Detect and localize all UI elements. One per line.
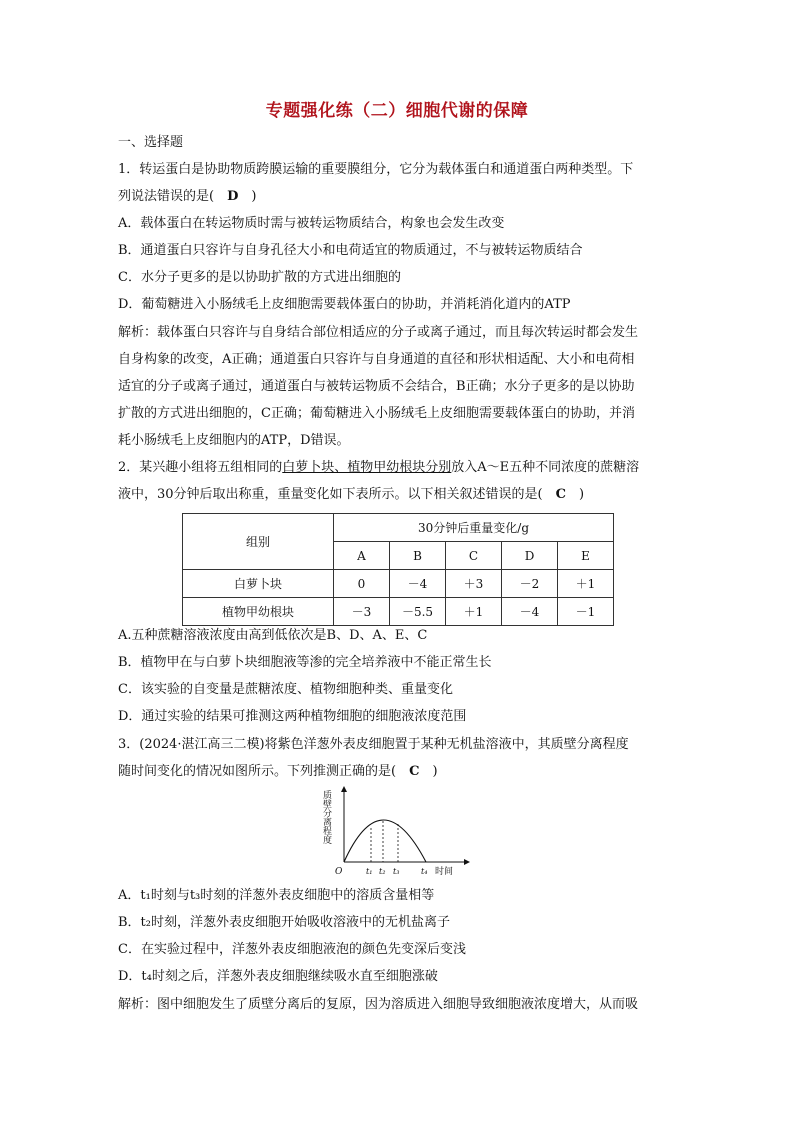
col-e: E (558, 542, 614, 570)
q1-stem-text: 列说法错误的是( (118, 189, 228, 204)
col-b: B (390, 542, 446, 570)
table-row (183, 598, 614, 626)
cell: －4 (390, 570, 446, 598)
q2-stem-line-2 (118, 486, 584, 504)
q3-option-c: C．在实验过程中，洋葱外表皮细胞液泡的颜色先变深后变浅 (118, 942, 466, 957)
table-header-row (183, 514, 614, 542)
q1-analysis-line-1: 解析：载体蛋白只容许与自身结合部位相适应的分子或离子通过，而且每次转运时都会发生 (118, 325, 639, 340)
q1-analysis-line-3: 适宜的分子或离子通过，通道蛋白与被转运物质不会结合，B正确；水分子更多的是以协助 (118, 379, 635, 394)
q2-stem-text-3: 液中，30分钟后取出称重，重量变化如下表所示。以下相关叙述错误的是( (118, 487, 556, 502)
row-name: 白萝卜块 (183, 570, 334, 598)
cell: －1 (558, 598, 614, 626)
graph-xlabel: 时间 (435, 867, 454, 876)
plasmolysis-graph (318, 786, 478, 876)
header-group: 组别 (183, 514, 334, 570)
q2-option-d: D．通过实验的结果可推测这两种植物细胞的细胞液浓度范围 (118, 709, 467, 724)
cell: ＋3 (446, 570, 502, 598)
cell: －4 (502, 598, 558, 626)
tick-t2: t₂ (379, 867, 386, 876)
q2-stem-text: 2．某兴趣小组将五组相同的 (118, 460, 283, 475)
q3-answer: C (409, 764, 420, 779)
q2-stem-text-2: 放入A～E五种不同浓度的蔗糖溶 (451, 460, 640, 475)
q3-stem-text: 随时间变化的情况如图所示。下列推测正确的是( (118, 764, 410, 779)
plasmolysis-curve (344, 820, 426, 862)
q3-option-b: B．t₂时刻，洋葱外表皮细胞开始吸收溶液中的无机盐离子 (118, 915, 450, 930)
cell: －5.5 (390, 598, 446, 626)
cell: ＋1 (446, 598, 502, 626)
cell: －3 (334, 598, 390, 626)
weight-change-table (182, 513, 614, 626)
header-change: 30分钟后重量变化/g (334, 514, 614, 542)
q2-answer: C (555, 487, 566, 502)
q1-stem-close: ) (238, 189, 257, 204)
q1-answer: D (227, 189, 239, 204)
q3-option-a: A．t₁时刻与t₃时刻的洋葱外表皮细胞中的溶质含量相等 (118, 888, 435, 903)
table-row (183, 570, 614, 598)
q1-option-d: D．葡萄糖进入小肠绒毛上皮细胞需要载体蛋白的协助，并消耗消化道内的ATP (118, 297, 571, 312)
graph-origin: O (335, 867, 343, 876)
section-heading: 一、选择题 (118, 135, 184, 150)
cell: －2 (502, 570, 558, 598)
q2-stem-line-1 (118, 459, 639, 477)
row-name: 植物甲幼根块 (183, 598, 334, 626)
col-a: A (334, 542, 390, 570)
q1-option-c: C．水分子更多的是以协助扩散的方式进出细胞的 (118, 270, 401, 285)
tick-t3: t₃ (393, 867, 400, 876)
q1-option-b: B．通道蛋白只容许与自身孔径大小和电荷适宜的物质通过，不与被转运物质结合 (118, 243, 583, 258)
q1-analysis-line-5: 耗小肠绒毛上皮细胞内的ATP，D错误。 (118, 433, 350, 448)
page-title: 专题强化练（二）细胞代谢的保障 (265, 101, 529, 121)
tick-t1: t₁ (366, 867, 373, 876)
q2-option-c: C．该实验的自变量是蔗糖浓度、植物细胞种类、重量变化 (118, 682, 453, 697)
q1-stem-line-2 (118, 188, 256, 206)
y-axis-arrow (341, 786, 347, 792)
x-axis-arrow (464, 859, 470, 865)
q3-stem-close: ) (419, 764, 438, 779)
q1-analysis-line-2: 自身构象的改变，A正确；通道蛋白只容许与自身通道的直径和形状相适配、大小和电荷相 (118, 352, 635, 367)
graph-ylabel: 质壁分离程度 (321, 790, 331, 844)
q2-stem-close: ) (565, 487, 585, 502)
q1-analysis-line-4: 扩散的方式进出细胞的，C正确；葡萄糖进入小肠绒毛上皮细胞需要载体蛋白的协助，并消 (118, 406, 635, 421)
cell: 0 (334, 570, 390, 598)
tick-t4: t₄ (421, 867, 428, 876)
q2-option-b: B．植物甲在与白萝卜块细胞液等渗的完全培养液中不能正常生长 (118, 655, 492, 670)
q3-analysis-line-1: 解析：图中细胞发生了质壁分离后的复原，因为溶质进入细胞导致细胞液浓度增大，从而吸 (118, 997, 639, 1012)
col-c: C (446, 542, 502, 570)
q2-stem-underlined: 白萝卜块、植物甲幼根块分别 (282, 460, 452, 475)
cell: ＋1 (558, 570, 614, 598)
q3-stem-line-2 (118, 763, 438, 781)
q3-stem-line-1: 3．(2024·湛江高三二模)将紫色洋葱外表皮细胞置于某种无机盐溶液中，其质壁分离程度 (118, 737, 629, 752)
q2-option-a: A.五种蔗糖溶液浓度由高到低依次是B、D、A、E、C (118, 628, 428, 643)
q1-option-a: A．载体蛋白在转运物质时需与被转运物质结合，构象也会发生改变 (118, 216, 505, 231)
col-d: D (502, 542, 558, 570)
q3-option-d: D．t₄时刻之后，洋葱外表皮细胞继续吸水直至细胞涨破 (118, 969, 438, 984)
q1-stem-line-1: 1．转运蛋白是协助物质跨膜运输的重要膜组分，它分为载体蛋白和通道蛋白两种类型。下 (118, 162, 634, 177)
